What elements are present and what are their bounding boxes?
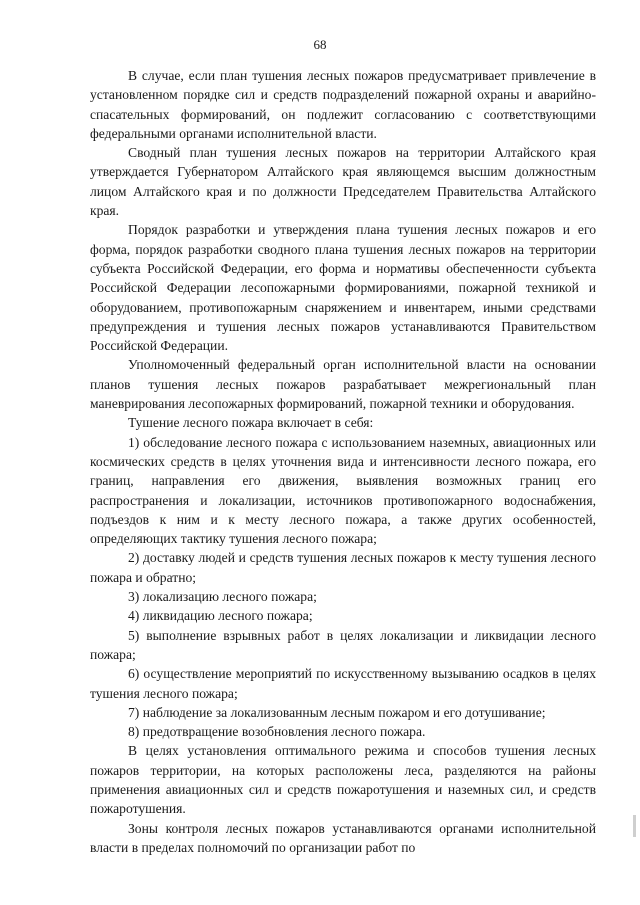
list-item-5-blasting: 5) выполнение взрывных работ в целях локализации и ликвидации лесного пожара;	[90, 627, 596, 662]
paragraph-plan-coordination: В случае, если план тушения лесных пожаров предусматривает привлечение в установленном порядке сил и средств подразделений пожарной охраны и аварийно-спасательных формирований, он подлежит согласованию с соответствующими федеральными органами исполнительной власти.	[90, 68, 596, 141]
scan-edge-mark	[633, 815, 636, 837]
document-body	[90, 66, 596, 857]
list-item-7-monitoring: 7) наблюдение за локализованным лесным пожаром и его дотушивание;	[128, 704, 546, 720]
list-item-8-prevention: 8) предотвращение возобновления лесного пожара.	[128, 724, 426, 740]
list-item-3-localization: 3) локализацию лесного пожара;	[128, 589, 317, 605]
paragraph-control-zones: Зоны контроля лесных пожаров устанавливаются органами исполнительной власти в пределах полномочий по организации работ по	[90, 820, 596, 855]
list-item-4-liquidation: 4) ликвидацию лесного пожара;	[128, 608, 313, 624]
paragraph-plan-procedure: Порядок разработки и утверждения плана тушения лесных пожаров и его форма, порядок разработки сводного плана тушения лесных пожаров на территории субъекта Российской Федерации, его форма и нормативы обеспеченности субъекта Российской Федерации лесопожарными формированиями, пожарной техникой и оборудованием, противопожарным снаряжением и инвентарем, иными средствами предупреждения и тушения лесных пожаров устанавливаются Правительством Российской Федерации.	[90, 222, 596, 354]
list-item-1-survey: 1) обследование лесного пожара с использованием наземных, авиационных или космических средств в целях уточнения вида и интенсивности лесного пожара, его границ, направления его движения, выявления возможных границ его распространения и локализации, источников противопожарного водоснабжения, подъездов к ним и к месту лесного пожара, а также других особенностей, определяющих тактику тушения лесного пожара;	[90, 434, 596, 547]
paragraph-interregional-plan: Уполномоченный федеральный орган исполнительной власти на основании планов тушения лесных пожаров разрабатывает межрегиональный план маневрирования лесопожарных формирований, пожарной техники и оборудования.	[90, 357, 596, 412]
paragraph-consolidated-plan: Сводный план тушения лесных пожаров на территории Алтайского края утверждается Губернатором Алтайского края являющемся высшим должностным лицом Алтайского края и по должности Председателем Правительства Алтайского края.	[90, 145, 596, 219]
list-item-6-precipitation: 6) осуществление мероприятий по искусственному вызыванию осадков в целях тушения лесного пожара;	[90, 666, 596, 701]
paragraph-zoning: В целях установления оптимального режима и способов тушения лесных пожаров территории, на которых расположены леса, разделяются на районы применения авиационных сил и средств пожаротушения и наземных сил, и средств пожаротушения.	[90, 743, 596, 817]
paragraph-extinguishing-includes: Тушение лесного пожара включает в себя:	[128, 415, 374, 431]
list-item-2-delivery: 2) доставку людей и средств тушения лесных пожаров к месту тушения лесного пожара и обратно;	[90, 550, 596, 585]
page-number: 68	[313, 37, 327, 52]
